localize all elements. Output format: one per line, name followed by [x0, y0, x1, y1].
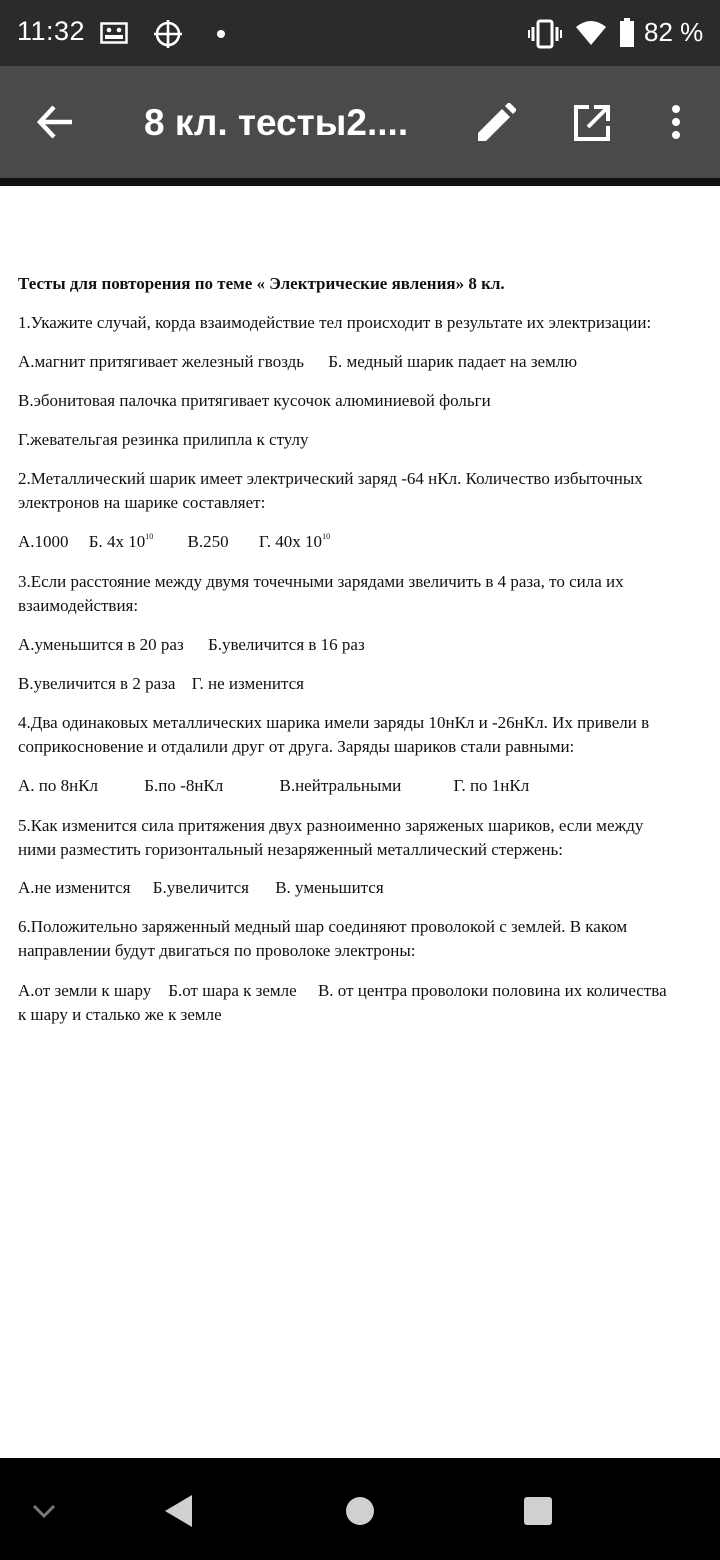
q3-option-c: В.увеличится в 2 раза	[18, 674, 176, 693]
open-external-icon[interactable]	[572, 103, 612, 143]
back-arrow-icon[interactable]	[36, 104, 76, 140]
question-4-line-1: 4.Два одинаковых металлических шарика имели заряды 10нКл и -26нКл. Их привели в	[18, 713, 650, 732]
q2-option-b	[89, 530, 154, 554]
question-3-options-row-2	[18, 672, 304, 696]
battery-percentage: 82 %	[644, 17, 704, 47]
question-3-line-1: 3.Если расстояние между двумя точечными зарядами звеличить в 4 раза, то сила их	[18, 572, 624, 591]
q2-option-b-base: Б. 4х 10	[88, 532, 146, 551]
q6-options-line-2: к шару и сталько же к земле	[18, 1005, 222, 1024]
question-6-line-2: направлении будут двигаться по проволоке электроны:	[18, 941, 416, 960]
question-2-options	[18, 530, 330, 554]
q1-option-b: Б. медный шарик падает на землю	[328, 352, 578, 371]
keyboard-hide-icon[interactable]	[32, 1504, 56, 1518]
q5-option-c: В. уменьшится	[275, 878, 384, 897]
app-bar	[0, 66, 720, 178]
recents-square-icon[interactable]	[523, 1496, 553, 1526]
q6-options-line-1: А.от земли к шару Б.от шара к земле В. от центра проволоки половина их количества	[18, 981, 667, 1000]
q3-option-d: Г. не изменится	[191, 674, 305, 693]
question-3-options-row-1	[18, 633, 365, 657]
document-title: 8 кл. тесты2....	[144, 102, 409, 143]
more-vert-icon[interactable]	[670, 104, 682, 140]
question-6-line-1: 6.Положительно заряженный медный шар соединяют проволокой с землей. В каком	[18, 917, 628, 936]
q2-option-d-base: Г. 40х 10	[258, 532, 323, 551]
question-1-options-row-1	[18, 350, 577, 374]
battery-icon	[619, 18, 635, 48]
status-time: 11:32	[17, 16, 86, 46]
q2-option-d	[259, 530, 330, 554]
q4-option-b: Б.по -8нКл	[144, 776, 224, 795]
wifi-icon	[575, 20, 607, 46]
q3-option-b: Б.увеличится в 16 раз	[207, 635, 365, 654]
q5-option-b: Б.увеличится	[152, 878, 249, 897]
notification-dot-icon	[216, 29, 226, 39]
crosshair-icon	[153, 19, 183, 49]
back-triangle-icon[interactable]	[164, 1494, 194, 1528]
question-5-options	[18, 876, 384, 900]
question-4-options	[18, 774, 529, 798]
question-4-line-2: соприкосновение и отдалили друг от друга. Заряды шариков стали равными:	[18, 737, 575, 756]
home-circle-icon[interactable]	[345, 1496, 375, 1526]
q2-option-a: А.1000	[18, 532, 69, 551]
question-2-line-2: электронов на шарике составляет:	[18, 493, 266, 512]
status-bar	[0, 0, 720, 66]
q2-option-d-exponent: 10	[322, 532, 331, 541]
q1-option-a: А.магнит притягивает железный гвоздь	[18, 352, 305, 371]
toolbar-divider	[0, 178, 720, 186]
q1-option-d: Г.жевательгая резинка прилипла к стулу	[18, 430, 309, 449]
q2-option-c: В.250	[187, 532, 229, 551]
q3-option-a: А.уменьшится в 20 раз	[18, 635, 184, 654]
q4-option-a: А. по 8нКл	[18, 776, 99, 795]
document-page[interactable]	[0, 186, 720, 1458]
vibrate-icon	[528, 19, 562, 49]
question-3-line-2: взаимодействия:	[18, 596, 139, 615]
q5-option-a: А.не изменится	[18, 878, 131, 897]
document-heading: Тесты для повторения по теме « Электрические явления» 8 кл.	[18, 274, 505, 293]
q4-option-d: Г. по 1нКл	[453, 776, 530, 795]
system-nav-bar	[0, 1458, 720, 1560]
q4-option-c: В.нейтральными	[279, 776, 402, 795]
question-2-line-1: 2.Металлический шарик имеет электрический заряд -64 нКл. Количество избыточных	[18, 469, 643, 488]
edit-pencil-icon[interactable]	[476, 103, 516, 143]
image-notification-icon	[100, 22, 128, 44]
question-5-line-2: ними разместить горизонтальный незаряженный металлический стержень:	[18, 840, 563, 859]
q1-option-c: В.эбонитовая палочка притягивает кусочок алюминиевой фольги	[18, 391, 491, 410]
question-1-text: 1.Укажите случай, корда взаимодействие тел происходит в результате их электризации:	[18, 313, 652, 332]
q2-option-b-exponent: 10	[145, 532, 154, 541]
question-5-line-1: 5.Как изменится сила притяжения двух разноименно заряженых шариков, если между	[18, 816, 644, 835]
